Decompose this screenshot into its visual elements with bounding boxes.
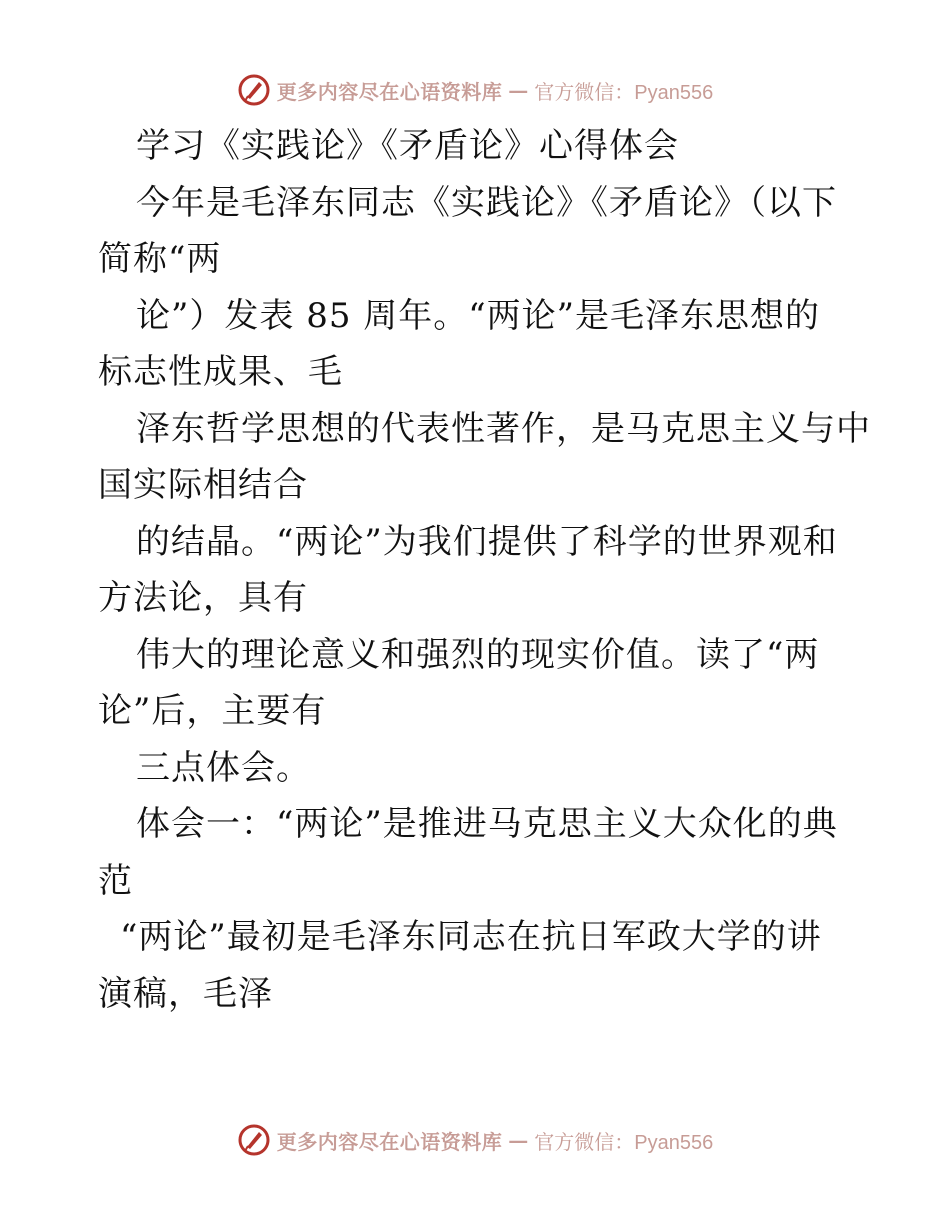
banner-site-text: 更多内容尽在心语资料库: [276, 79, 503, 104]
banner-dash: —: [508, 78, 529, 102]
section-heading-continued: 范: [98, 860, 133, 901]
section-heading: 体会一：“两论”是推进马克思主义大众化的典: [136, 804, 838, 844]
footer-banner: [0, 1120, 950, 1160]
paragraph-line: 论”后，主要有: [98, 691, 327, 731]
banner-dash: —: [508, 1128, 529, 1152]
paragraph-line: 三点体会。: [136, 747, 311, 788]
quill-pen-circle-icon: [237, 73, 271, 107]
banner-wechat-text: 官方微信：Pyan556: [534, 1131, 714, 1154]
quill-pen-circle-icon: [237, 1123, 271, 1157]
banner-wechat-text: 官方微信：Pyan556: [534, 81, 714, 104]
paragraph-line: 简称“两: [98, 239, 222, 279]
paragraph-line: 的结晶。“两论”为我们提供了科学的世界观和: [136, 521, 838, 562]
banner-site-text: 更多内容尽在心语资料库: [276, 1129, 503, 1154]
paragraph-line: 国实际相结合: [98, 465, 308, 505]
paragraph-line: “两论”最初是毛泽东同志在抗日军政大学的讲: [120, 917, 822, 957]
paragraph-line: 今年是毛泽东同志《实践论》《矛盾论》（以下: [136, 182, 837, 223]
paragraph-line: 标志性成果、毛: [98, 352, 343, 392]
header-banner: [0, 70, 950, 110]
document-body: [98, 118, 871, 1022]
paragraph-line: 演稿，毛泽: [98, 973, 273, 1014]
paragraph-line: 伟大的理论意义和强烈的现实价值。读了“两: [136, 634, 820, 675]
document-title: 学习《实践论》《矛盾论》心得体会: [136, 126, 679, 166]
paragraph-line: 泽东哲学思想的代表性著作，是马克思主义与中: [136, 408, 871, 449]
paragraph-line: 论”）发表 85 周年。“两论”是毛泽东思想的: [136, 295, 821, 336]
paragraph-line: 方法论，具有: [98, 578, 308, 618]
